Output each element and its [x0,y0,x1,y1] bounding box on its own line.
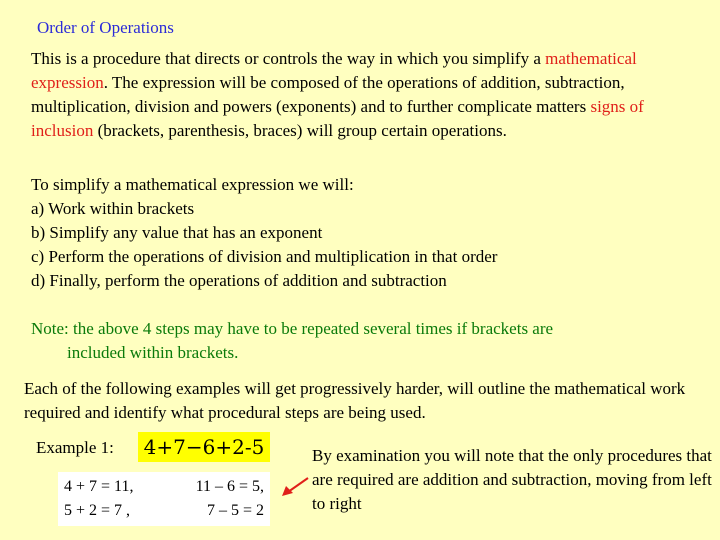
arrow-icon [280,474,310,498]
step-item-c: c) Perform the operations of division and multiplication in that order [31,247,498,266]
note-paragraph [31,317,701,365]
intro-text-2: . The expression will be composed of the operations of addition, subtraction, multiplication, division and powers (exponents) and to further complicate matters [31,73,625,116]
term-signs-of-inclusion: signs of inclusion [31,97,644,140]
example-1-work-box [58,472,270,526]
step-item-a: a) Work within brackets [31,199,195,218]
intro-paragraph [31,47,701,143]
term-mathematical-expression: mathematical expression [31,49,637,92]
examples-intro: Each of the following examples will get progressively harder, will outline the mathematical work required and identify what procedural steps are being used. [24,379,686,422]
work-step: 4 + 7 = 11, [64,478,134,495]
step-item-b: b) Simplify any value that has an exponent [31,223,323,242]
work-row [64,475,264,499]
note-line-2: included within brackets. [67,343,239,362]
intro-text-3: (brackets, parenthesis, braces) will group certain operations. [93,121,507,140]
steps-heading: To simplify a mathematical expression we will: [31,175,354,194]
work-step: 7 – 5 = 2 [206,502,264,519]
example-1-expression: 4+7−6+2-5 [138,432,270,462]
note-line-1: Note: the above 4 steps may have to be repeated several times if brackets are [31,319,554,338]
example-1-explanation: By examination you will note that the only procedures that are required are addition and subtraction, moving from left to right [312,446,712,513]
step-item-d: d) Finally, perform the operations of addition and subtraction [31,271,447,290]
work-step: 11 – 6 = 5, [195,478,264,495]
page-title: Order of Operations [37,18,174,37]
work-step: 5 + 2 = 7 , [64,502,131,519]
work-row [64,499,264,523]
intro-text-1: This is a procedure that directs or controls the way in which you simplify a [31,49,546,68]
example-1-label: Example 1: [36,438,114,457]
steps-list [31,173,701,293]
